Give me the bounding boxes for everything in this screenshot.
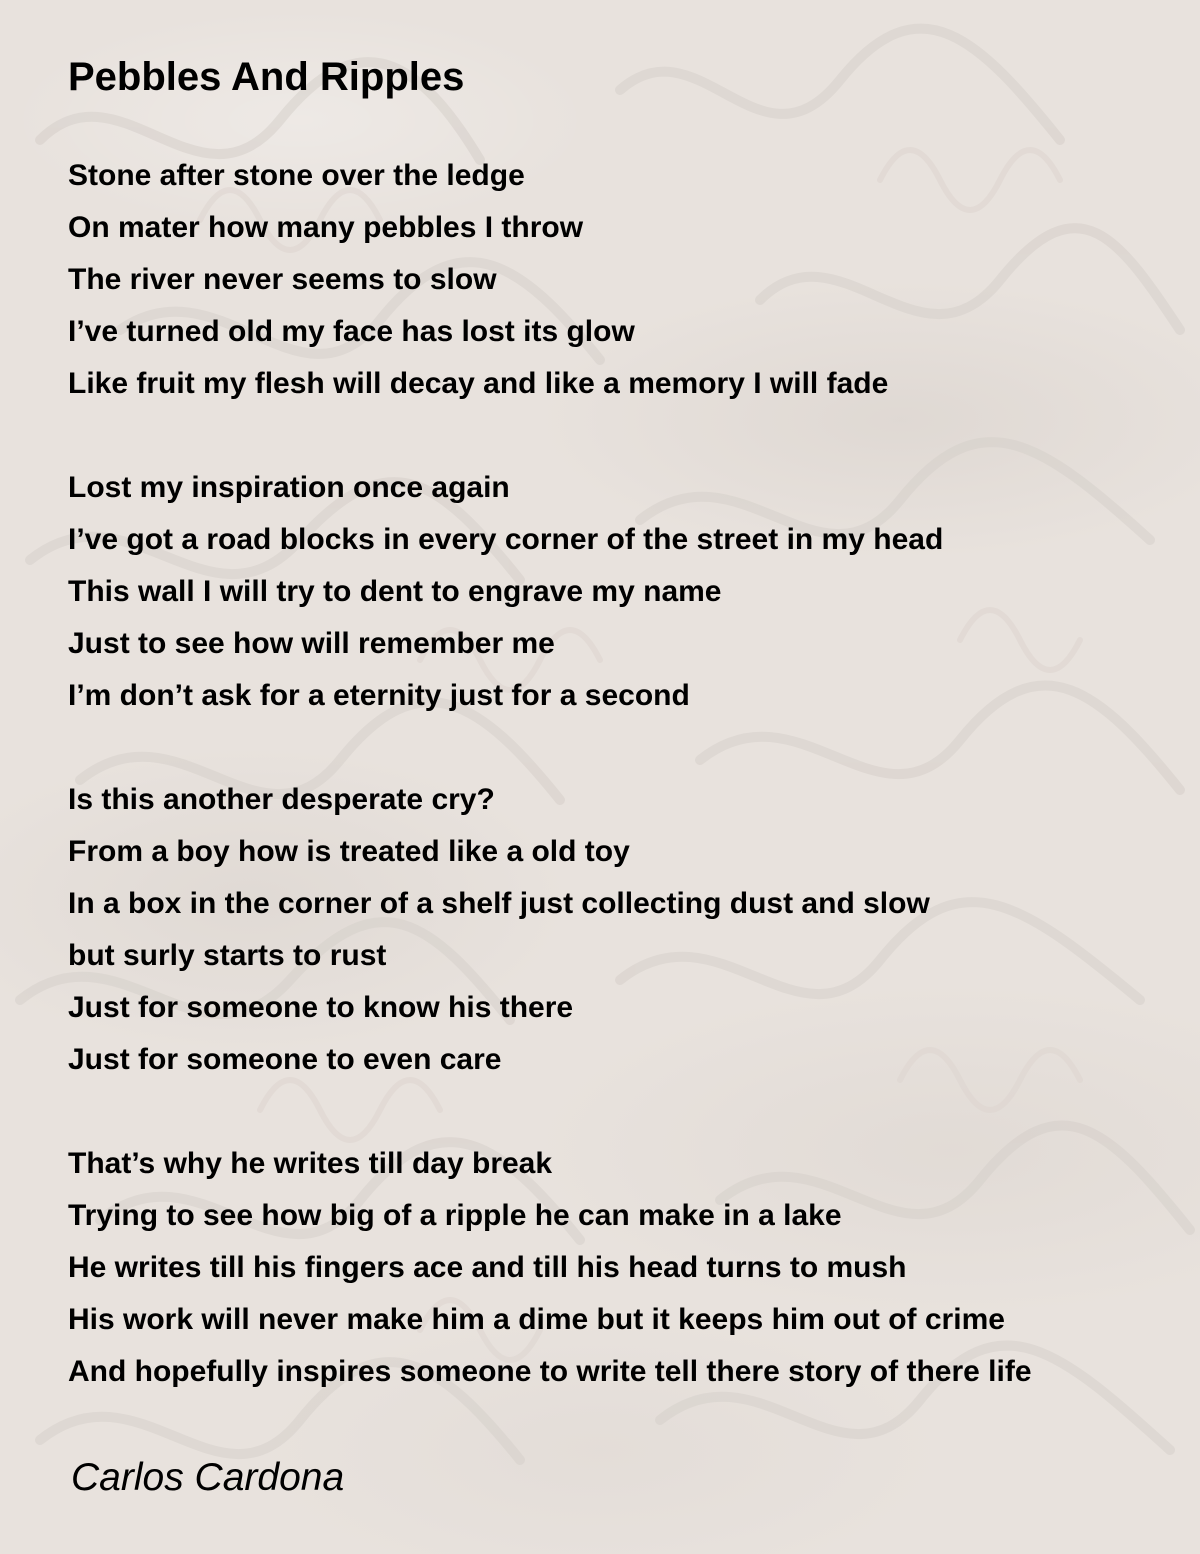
stanza-3 [68, 774, 1032, 1086]
poem-line: From a boy how is treated like a old toy [68, 835, 630, 868]
poem-line: The river never seems to slow [68, 263, 497, 296]
stanza-4 [68, 1138, 1032, 1398]
poem-line: Trying to see how big of a ripple he can make in a lake [68, 1199, 842, 1232]
stanza-1 [68, 150, 1032, 410]
poem-line: He writes till his fingers ace and till his head turns to mush [68, 1251, 907, 1284]
poem-title: Pebbles And Ripples [68, 55, 465, 99]
poem-line: In a box in the corner of a shelf just collecting dust and slow [68, 887, 930, 920]
stanza-2 [68, 462, 1032, 722]
poem-line: His work will never make him a dime but it keeps him out of crime [68, 1303, 1005, 1336]
poem-line: but surly starts to rust [68, 939, 387, 972]
poem-line: Just for someone to even care [68, 1043, 502, 1076]
poem-author: Carlos Cardona [71, 1456, 345, 1499]
poem-line: Stone after stone over the ledge [68, 159, 525, 192]
poem-line: This wall I will try to dent to engrave my name [68, 575, 722, 608]
poem-line: Just for someone to know his there [68, 991, 574, 1024]
poem-line: I’ve got a road blocks in every corner of the street in my head [68, 523, 944, 556]
poem-line: I’m don’t ask for a eternity just for a second [68, 679, 690, 712]
poem-line: Is this another desperate cry? [68, 783, 495, 816]
poem-line: On mater how many pebbles I throw [68, 211, 584, 244]
poem-line: Lost my inspiration once again [68, 471, 510, 504]
poem-line: Like fruit my flesh will decay and like a memory I will fade [68, 367, 889, 400]
poem-line: I’ve turned old my face has lost its glow [68, 315, 635, 348]
poem-line: Just to see how will remember me [68, 627, 555, 660]
poem-line: And hopefully inspires someone to write tell there story of there life [68, 1355, 1032, 1388]
poem-line: That’s why he writes till day break [68, 1147, 553, 1180]
poem-body [68, 150, 1032, 1450]
